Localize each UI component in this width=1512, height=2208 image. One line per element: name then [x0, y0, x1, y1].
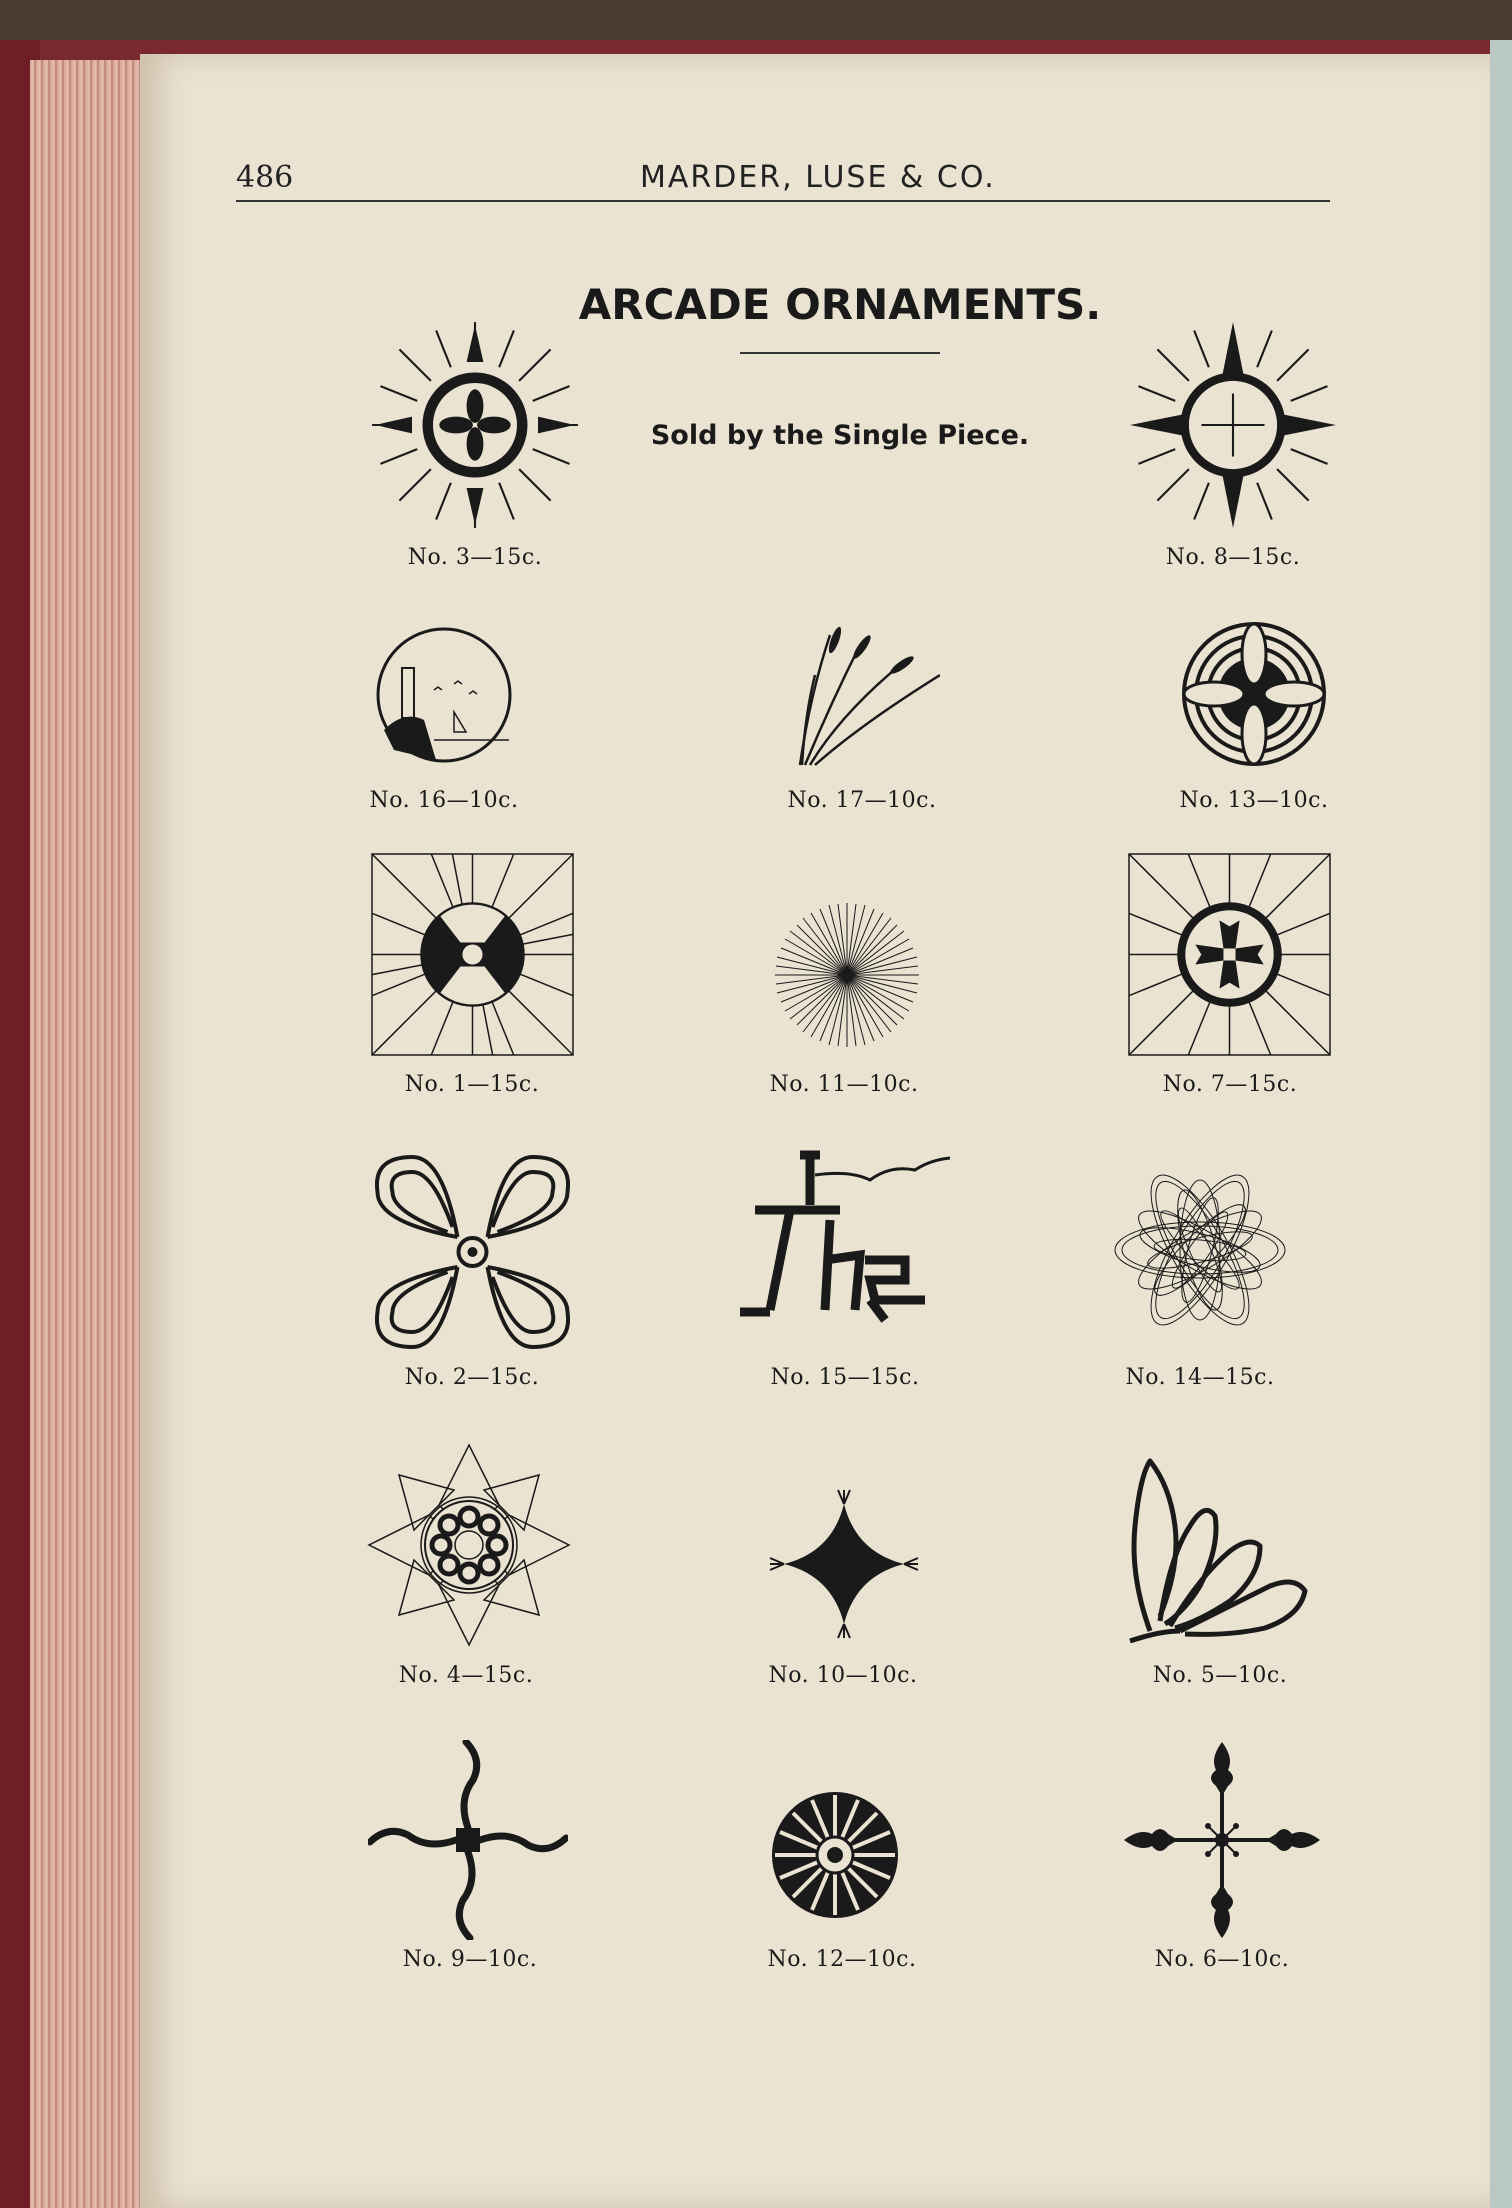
- ornament-caption: No. 5—10c.: [1152, 1663, 1288, 1688]
- ornament-caption: No. 11—10c.: [769, 1072, 919, 1097]
- page-number: 486: [236, 160, 294, 195]
- lotus-star-ornament: [364, 1440, 574, 1650]
- radiating-burst-ornament: [772, 900, 922, 1050]
- the-lettering-ornament: [730, 1150, 960, 1330]
- ornament-caption: No. 8—15c.: [1165, 545, 1301, 570]
- ornament-caption: No. 12—10c.: [767, 1947, 917, 1972]
- page-title: ARCADE ORNAMENTS.: [578, 280, 1102, 329]
- ornament-caption: No. 6—10c.: [1154, 1947, 1290, 1972]
- sunburst-disc-ornament: [370, 852, 575, 1057]
- ornament-caption: No. 4—15c.: [398, 1663, 534, 1688]
- title-rule: [740, 352, 940, 354]
- daisy-rosette-ornament: [770, 1790, 900, 1920]
- cattail-reeds-ornament: [790, 625, 940, 770]
- wavy-cross-ornament: [368, 1740, 568, 1940]
- leaf-spray-ornament: [1120, 1456, 1315, 1646]
- concentric-circle-cross-ornament: [1180, 620, 1328, 768]
- four-point-star-ornament: [768, 1488, 920, 1640]
- ornament-caption: No. 3—15c.: [407, 545, 543, 570]
- page-subtitle: Sold by the Single Piece.: [650, 420, 1030, 451]
- sunburst-flower-ornament: [1127, 852, 1332, 1057]
- sunburst-compass-ornament: [1128, 320, 1338, 530]
- lighthouse-seascape-ornament: [374, 620, 514, 770]
- ornament-caption: No. 14—15c.: [1125, 1365, 1275, 1390]
- ornament-caption: No. 15—15c.: [770, 1365, 920, 1390]
- ornament-caption: No. 7—15c.: [1162, 1072, 1298, 1097]
- fleur-cross-ornament: [1122, 1740, 1322, 1940]
- ornament-caption: No. 16—10c.: [369, 788, 519, 813]
- facing-page-edge: [1490, 40, 1512, 2208]
- sunburst-cross-ornament: [370, 320, 580, 530]
- ornament-caption: No. 10—10c.: [768, 1663, 918, 1688]
- quatrefoil-ornament: [370, 1152, 575, 1352]
- ornament-caption: No. 9—10c.: [402, 1947, 538, 1972]
- ornament-caption: No. 2—15c.: [404, 1365, 540, 1390]
- page-edges: [30, 60, 145, 2208]
- spirograph-star-ornament: [1110, 1160, 1290, 1340]
- running-header: MARDER, LUSE & CO.: [640, 160, 996, 195]
- header-rule: [236, 200, 1330, 202]
- ornament-caption: No. 13—10c.: [1179, 788, 1329, 813]
- ornament-caption: No. 17—10c.: [787, 788, 937, 813]
- ornament-caption: No. 1—15c.: [404, 1072, 540, 1097]
